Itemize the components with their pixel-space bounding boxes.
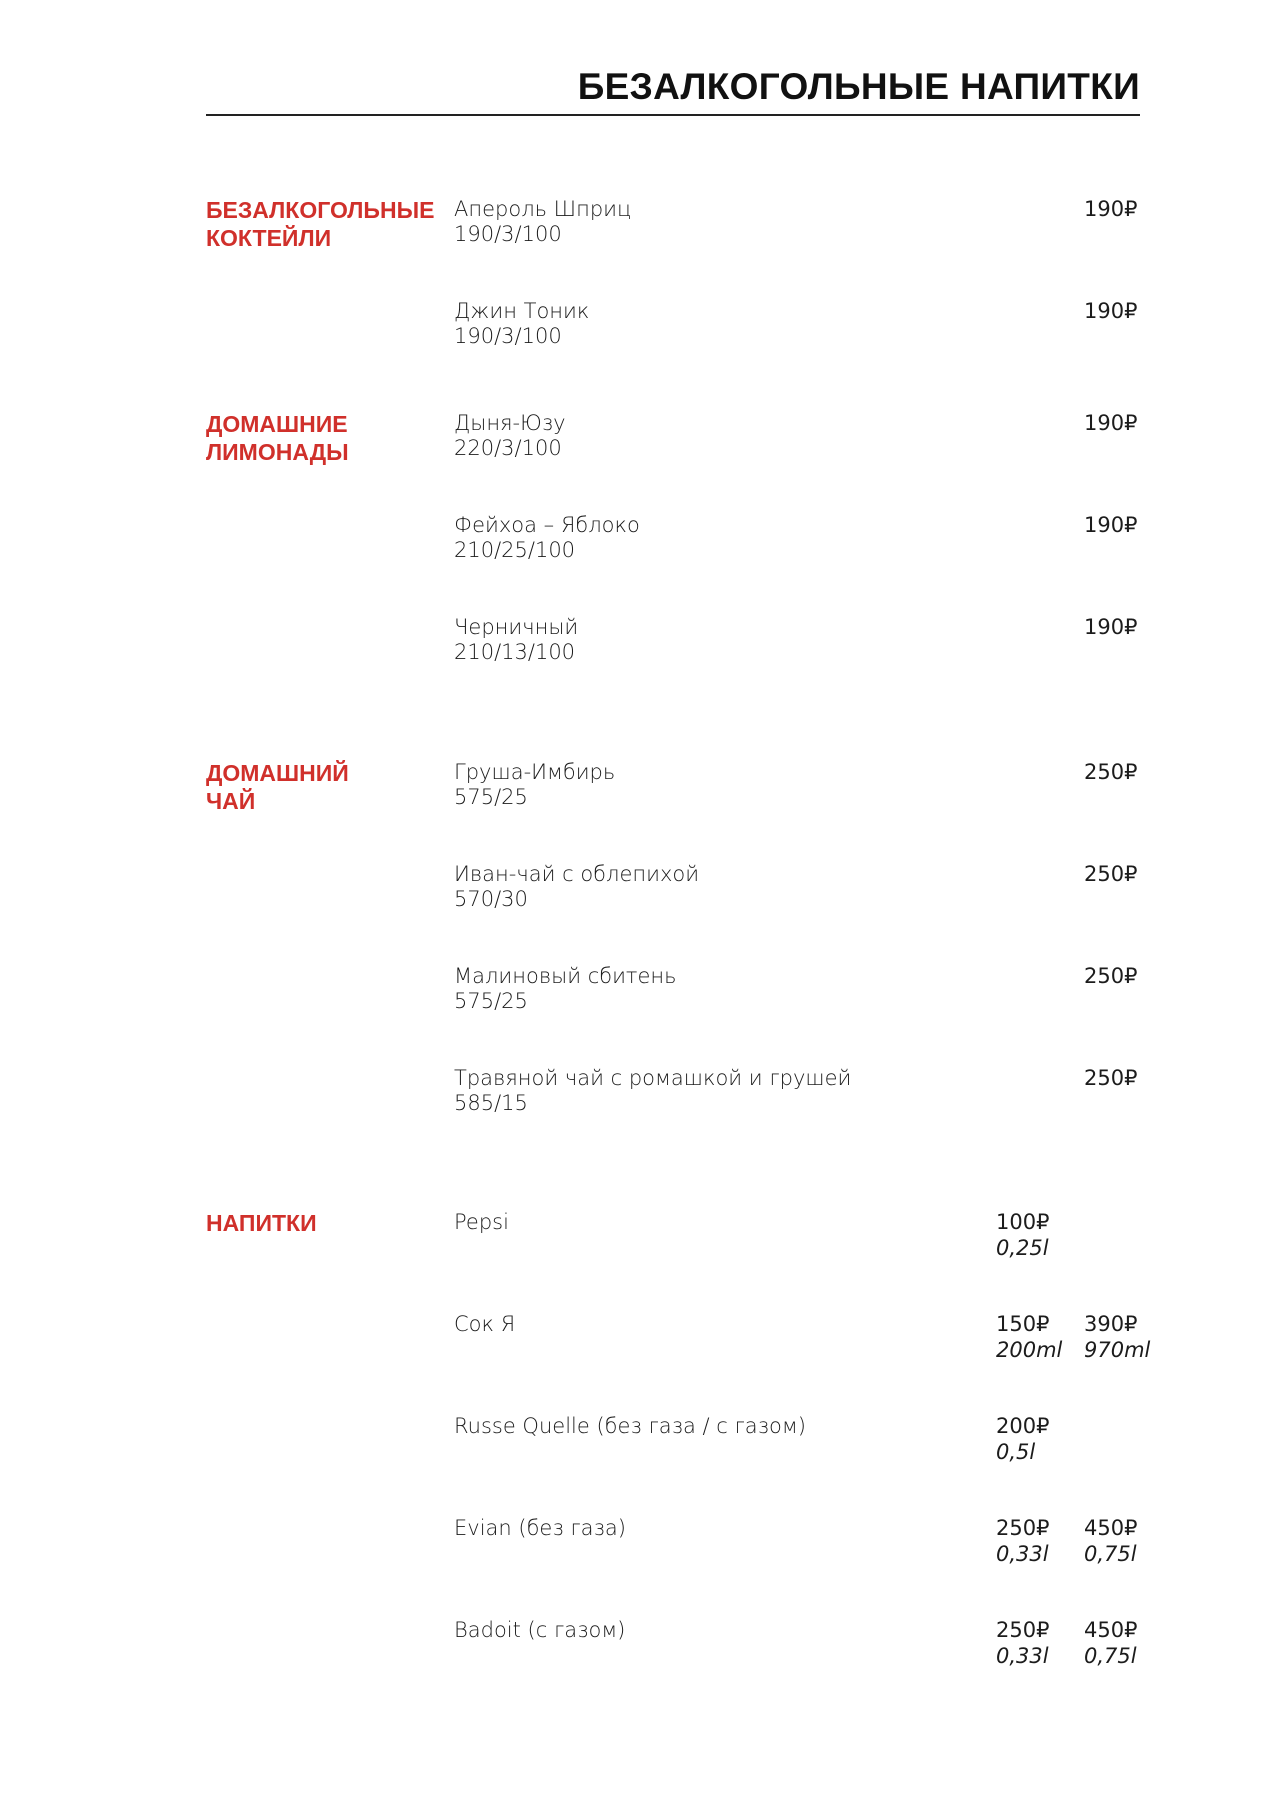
item-price <box>996 1311 1062 1363</box>
price-value: 190₽ <box>1084 615 1138 639</box>
price-value: 100₽ <box>996 1210 1050 1234</box>
title-divider <box>206 114 1140 116</box>
item-name: Малиновый сбитень <box>454 964 677 988</box>
price-value: 250₽ <box>1084 964 1138 988</box>
item-price-large <box>1084 1311 1150 1363</box>
menu-item <box>454 512 1254 572</box>
price-value: 390₽ <box>1084 1312 1138 1336</box>
menu-item <box>454 196 1254 256</box>
item-weight: 210/25/100 <box>454 538 576 562</box>
item-name: Дыня-Юзу <box>454 411 566 435</box>
item-name: Badoit (с газом) <box>454 1618 626 1642</box>
menu-item <box>454 614 1254 674</box>
item-weight: 575/25 <box>454 785 528 809</box>
section-title-cocktails: БЕЗАЛКОГОЛЬНЫЕ КОКТЕЙЛИ <box>206 197 435 251</box>
menu-item <box>454 963 1254 1023</box>
item-weight: 190/3/100 <box>454 222 562 246</box>
menu-item <box>454 861 1254 921</box>
menu-item <box>454 298 1254 358</box>
price-value: 200₽ <box>996 1414 1050 1438</box>
item-price <box>1084 512 1137 538</box>
item-price <box>1084 298 1137 324</box>
item-name: Груша-Имбирь <box>454 760 616 784</box>
menu-item <box>454 1413 1254 1473</box>
volume-value: 0,33l <box>996 1644 1049 1668</box>
menu-item <box>454 1311 1254 1371</box>
item-price <box>996 1515 1049 1567</box>
menu-item <box>454 410 1254 470</box>
menu-item <box>454 1617 1254 1677</box>
item-weight: 585/15 <box>454 1091 528 1115</box>
price-value: 190₽ <box>1084 299 1138 323</box>
price-value: 250₽ <box>996 1618 1050 1642</box>
item-price <box>1084 861 1137 887</box>
menu-item <box>454 1209 1254 1269</box>
item-name: Сок Я <box>454 1312 516 1336</box>
item-weight: 190/3/100 <box>454 324 562 348</box>
volume-value: 0,25l <box>996 1236 1049 1260</box>
section-title-lemonades: ДОМАШНИЕ ЛИМОНАДЫ <box>206 411 349 465</box>
item-name: Иван-чай с облепихой <box>454 862 700 886</box>
section-title-drinks: НАПИТКИ <box>206 1210 317 1236</box>
volume-value: 0,5l <box>996 1440 1036 1464</box>
item-price <box>1084 759 1137 785</box>
item-price <box>996 1209 1049 1261</box>
price-value: 250₽ <box>1084 760 1138 784</box>
item-price <box>1084 196 1137 222</box>
item-name: Черничный <box>454 615 579 639</box>
item-name: Апероль Шприц <box>454 197 632 221</box>
item-name: Evian (без газа) <box>454 1516 626 1540</box>
item-name: Фейхоа – Яблоко <box>454 513 640 537</box>
item-price <box>1084 963 1137 989</box>
menu-item <box>454 1065 1254 1125</box>
item-price-large <box>1084 1515 1137 1567</box>
volume-value: 0,75l <box>1084 1542 1137 1566</box>
item-weight: 575/25 <box>454 989 528 1013</box>
item-price <box>1084 410 1137 436</box>
price-value: 190₽ <box>1084 513 1138 537</box>
item-price <box>996 1413 1049 1465</box>
volume-value: 0,75l <box>1084 1644 1137 1668</box>
item-name: Pepsi <box>454 1210 509 1234</box>
price-value: 250₽ <box>996 1516 1050 1540</box>
item-price <box>1084 1065 1137 1091</box>
price-value: 190₽ <box>1084 411 1138 435</box>
item-price <box>996 1617 1049 1669</box>
price-value: 450₽ <box>1084 1516 1138 1540</box>
price-value: 150₽ <box>996 1312 1050 1336</box>
volume-value: 970ml <box>1084 1338 1151 1362</box>
price-value: 250₽ <box>1084 862 1138 886</box>
menu-item <box>454 1515 1254 1575</box>
item-name: Russe Quelle (без газа / с газом) <box>454 1414 806 1438</box>
price-value: 190₽ <box>1084 197 1138 221</box>
volume-value: 200ml <box>996 1338 1063 1362</box>
price-value: 450₽ <box>1084 1618 1138 1642</box>
item-weight: 210/13/100 <box>454 640 576 664</box>
item-price <box>1084 614 1137 640</box>
item-price-large <box>1084 1617 1137 1669</box>
item-name: Травяной чай с ромашкой и грушей <box>454 1066 852 1090</box>
price-value: 250₽ <box>1084 1066 1138 1090</box>
item-name: Джин Тоник <box>454 299 590 323</box>
volume-value: 0,33l <box>996 1542 1049 1566</box>
item-weight: 220/3/100 <box>454 436 562 460</box>
page-title: БЕЗАЛКОГОЛЬНЫЕ НАПИТКИ <box>577 66 1140 107</box>
section-title-tea: ДОМАШНИЙ ЧАЙ <box>206 760 349 814</box>
item-weight: 570/30 <box>454 887 528 911</box>
menu-item <box>454 759 1254 819</box>
